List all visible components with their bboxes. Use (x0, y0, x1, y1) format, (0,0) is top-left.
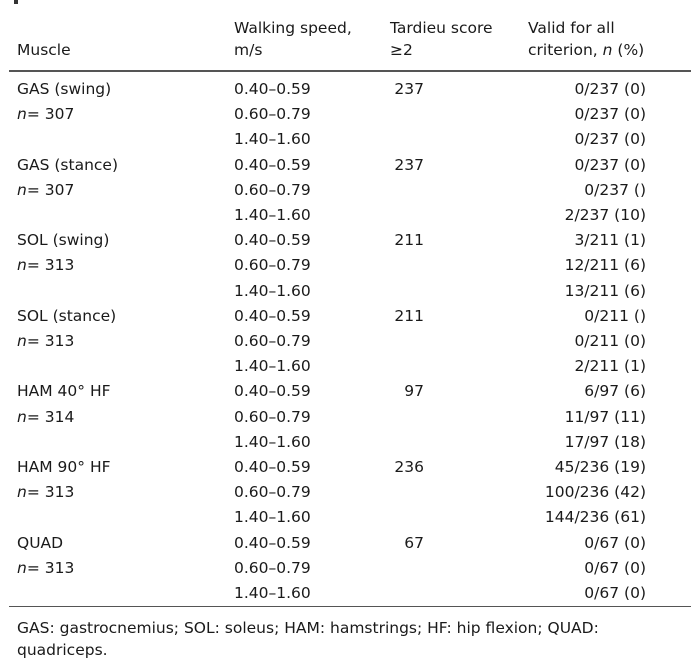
sample-size-value: = 313 (26, 558, 75, 577)
valid-criterion: 144/236 (61) (544, 508, 646, 527)
walking-speed: 0.40–0.59 (234, 458, 311, 476)
walking-speed: 0.40–0.59 (234, 231, 311, 250)
clipped-caption-fragment (14, 0, 18, 4)
tardieu-score: 236 (394, 458, 424, 476)
header-muscle: Muscle (17, 41, 71, 59)
walking-speed: 0.60–0.79 (234, 558, 311, 577)
sample-size-label: n (17, 483, 27, 502)
header-tardieu-score: Tardieu score ≥2 (390, 19, 493, 59)
walking-speed: 1.40–1.60 (234, 584, 311, 602)
sample-size (17, 405, 74, 430)
sample-size-label: n (17, 105, 27, 124)
tardieu-score: 237 (394, 155, 424, 174)
valid-criterion: 0/237 (0) (574, 105, 646, 124)
valid-criterion: 17/97 (18) (564, 432, 646, 451)
sample-size (17, 480, 74, 505)
sample-size (17, 253, 74, 278)
valid-criterion: 0/67 (0) (584, 584, 646, 602)
valid-criterion: 0/237 (0) (574, 130, 646, 149)
walking-speed: 1.40–1.60 (234, 357, 311, 376)
valid-criterion: 0/237 (0) (574, 80, 646, 98)
walking-speed: 1.40–1.60 (234, 281, 311, 300)
sample-size-value: = 314 (26, 407, 75, 426)
footnote: GAS: gastrocnemius; SOL: soleus; HAM: hamstrings; HF: hip flexion; QUAD: quadriceps. (17, 619, 599, 659)
table-bottom-rule (9, 606, 691, 607)
tardieu-score: 67 (404, 533, 424, 552)
header-walking-speed: Walking speed, m/s (234, 19, 352, 59)
tardieu-score: 97 (404, 382, 424, 401)
walking-speed: 0.60–0.79 (234, 483, 311, 502)
tardieu-score: 211 (394, 306, 424, 325)
sample-size-label: n (17, 407, 27, 426)
muscle-name: QUAD (17, 533, 64, 552)
sample-size-value: = 313 (26, 332, 75, 350)
muscle-name: HAM 90° HF (17, 458, 111, 476)
walking-speed: 0.40–0.59 (234, 155, 311, 174)
walking-speed: 1.40–1.60 (234, 206, 311, 224)
sample-size (17, 556, 74, 581)
header-valid-criterion: Valid for all criterion, n (%) (528, 19, 645, 59)
sample-size-label: n (17, 256, 27, 275)
valid-criterion: 0/67 (0) (584, 558, 646, 577)
walking-speed: 0.60–0.79 (234, 180, 311, 199)
valid-criterion: 45/236 (19) (554, 458, 646, 476)
valid-criterion: 0/67 (0) (584, 533, 646, 552)
walking-speed: 1.40–1.60 (234, 130, 311, 149)
sample-size-label: n (17, 558, 27, 577)
sample-size (17, 102, 74, 127)
valid-criterion: 13/211 (6) (564, 281, 646, 300)
walking-speed: 0.60–0.79 (234, 407, 311, 426)
walking-speed: 0.40–0.59 (234, 533, 311, 552)
sample-size-value: = 307 (26, 180, 75, 199)
valid-criterion: 12/211 (6) (564, 256, 646, 275)
sample-size-value: = 307 (26, 105, 75, 124)
tardieu-score: 211 (394, 231, 424, 250)
valid-criterion: 100/236 (42) (544, 483, 646, 502)
valid-criterion: 11/97 (11) (564, 407, 646, 426)
sample-size-value: = 313 (26, 483, 75, 502)
walking-speed: 1.40–1.60 (234, 508, 311, 527)
muscle-name: SOL (stance) (17, 306, 117, 325)
header-top-rule (9, 70, 691, 72)
tardieu-score: 237 (394, 80, 424, 98)
walking-speed: 0.40–0.59 (234, 382, 311, 401)
muscle-name: GAS (swing) (17, 80, 112, 98)
muscle-name: GAS (stance) (17, 155, 119, 174)
sample-size-value: = 313 (26, 256, 75, 275)
valid-criterion: 2/211 (1) (574, 357, 646, 376)
walking-speed: 0.60–0.79 (234, 105, 311, 124)
sample-size-label: n (17, 332, 27, 350)
valid-criterion: 0/237 () (584, 180, 646, 199)
walking-speed: 1.40–1.60 (234, 432, 311, 451)
walking-speed: 0.60–0.79 (234, 332, 311, 350)
valid-criterion: 0/211 (0) (574, 332, 646, 350)
muscle-name: SOL (swing) (17, 231, 110, 250)
walking-speed: 0.40–0.59 (234, 80, 311, 98)
valid-criterion: 0/237 (0) (574, 155, 646, 174)
valid-criterion: 3/211 (1) (574, 231, 646, 250)
muscle-name: HAM 40° HF (17, 382, 111, 401)
sample-size-label: n (17, 180, 27, 199)
walking-speed: 0.40–0.59 (234, 306, 311, 325)
valid-criterion: 6/97 (6) (584, 382, 646, 401)
walking-speed: 0.60–0.79 (234, 256, 311, 275)
valid-criterion: 0/211 () (584, 306, 646, 325)
sample-size (17, 329, 74, 354)
valid-criterion: 2/237 (10) (564, 206, 646, 224)
sample-size (17, 178, 74, 203)
